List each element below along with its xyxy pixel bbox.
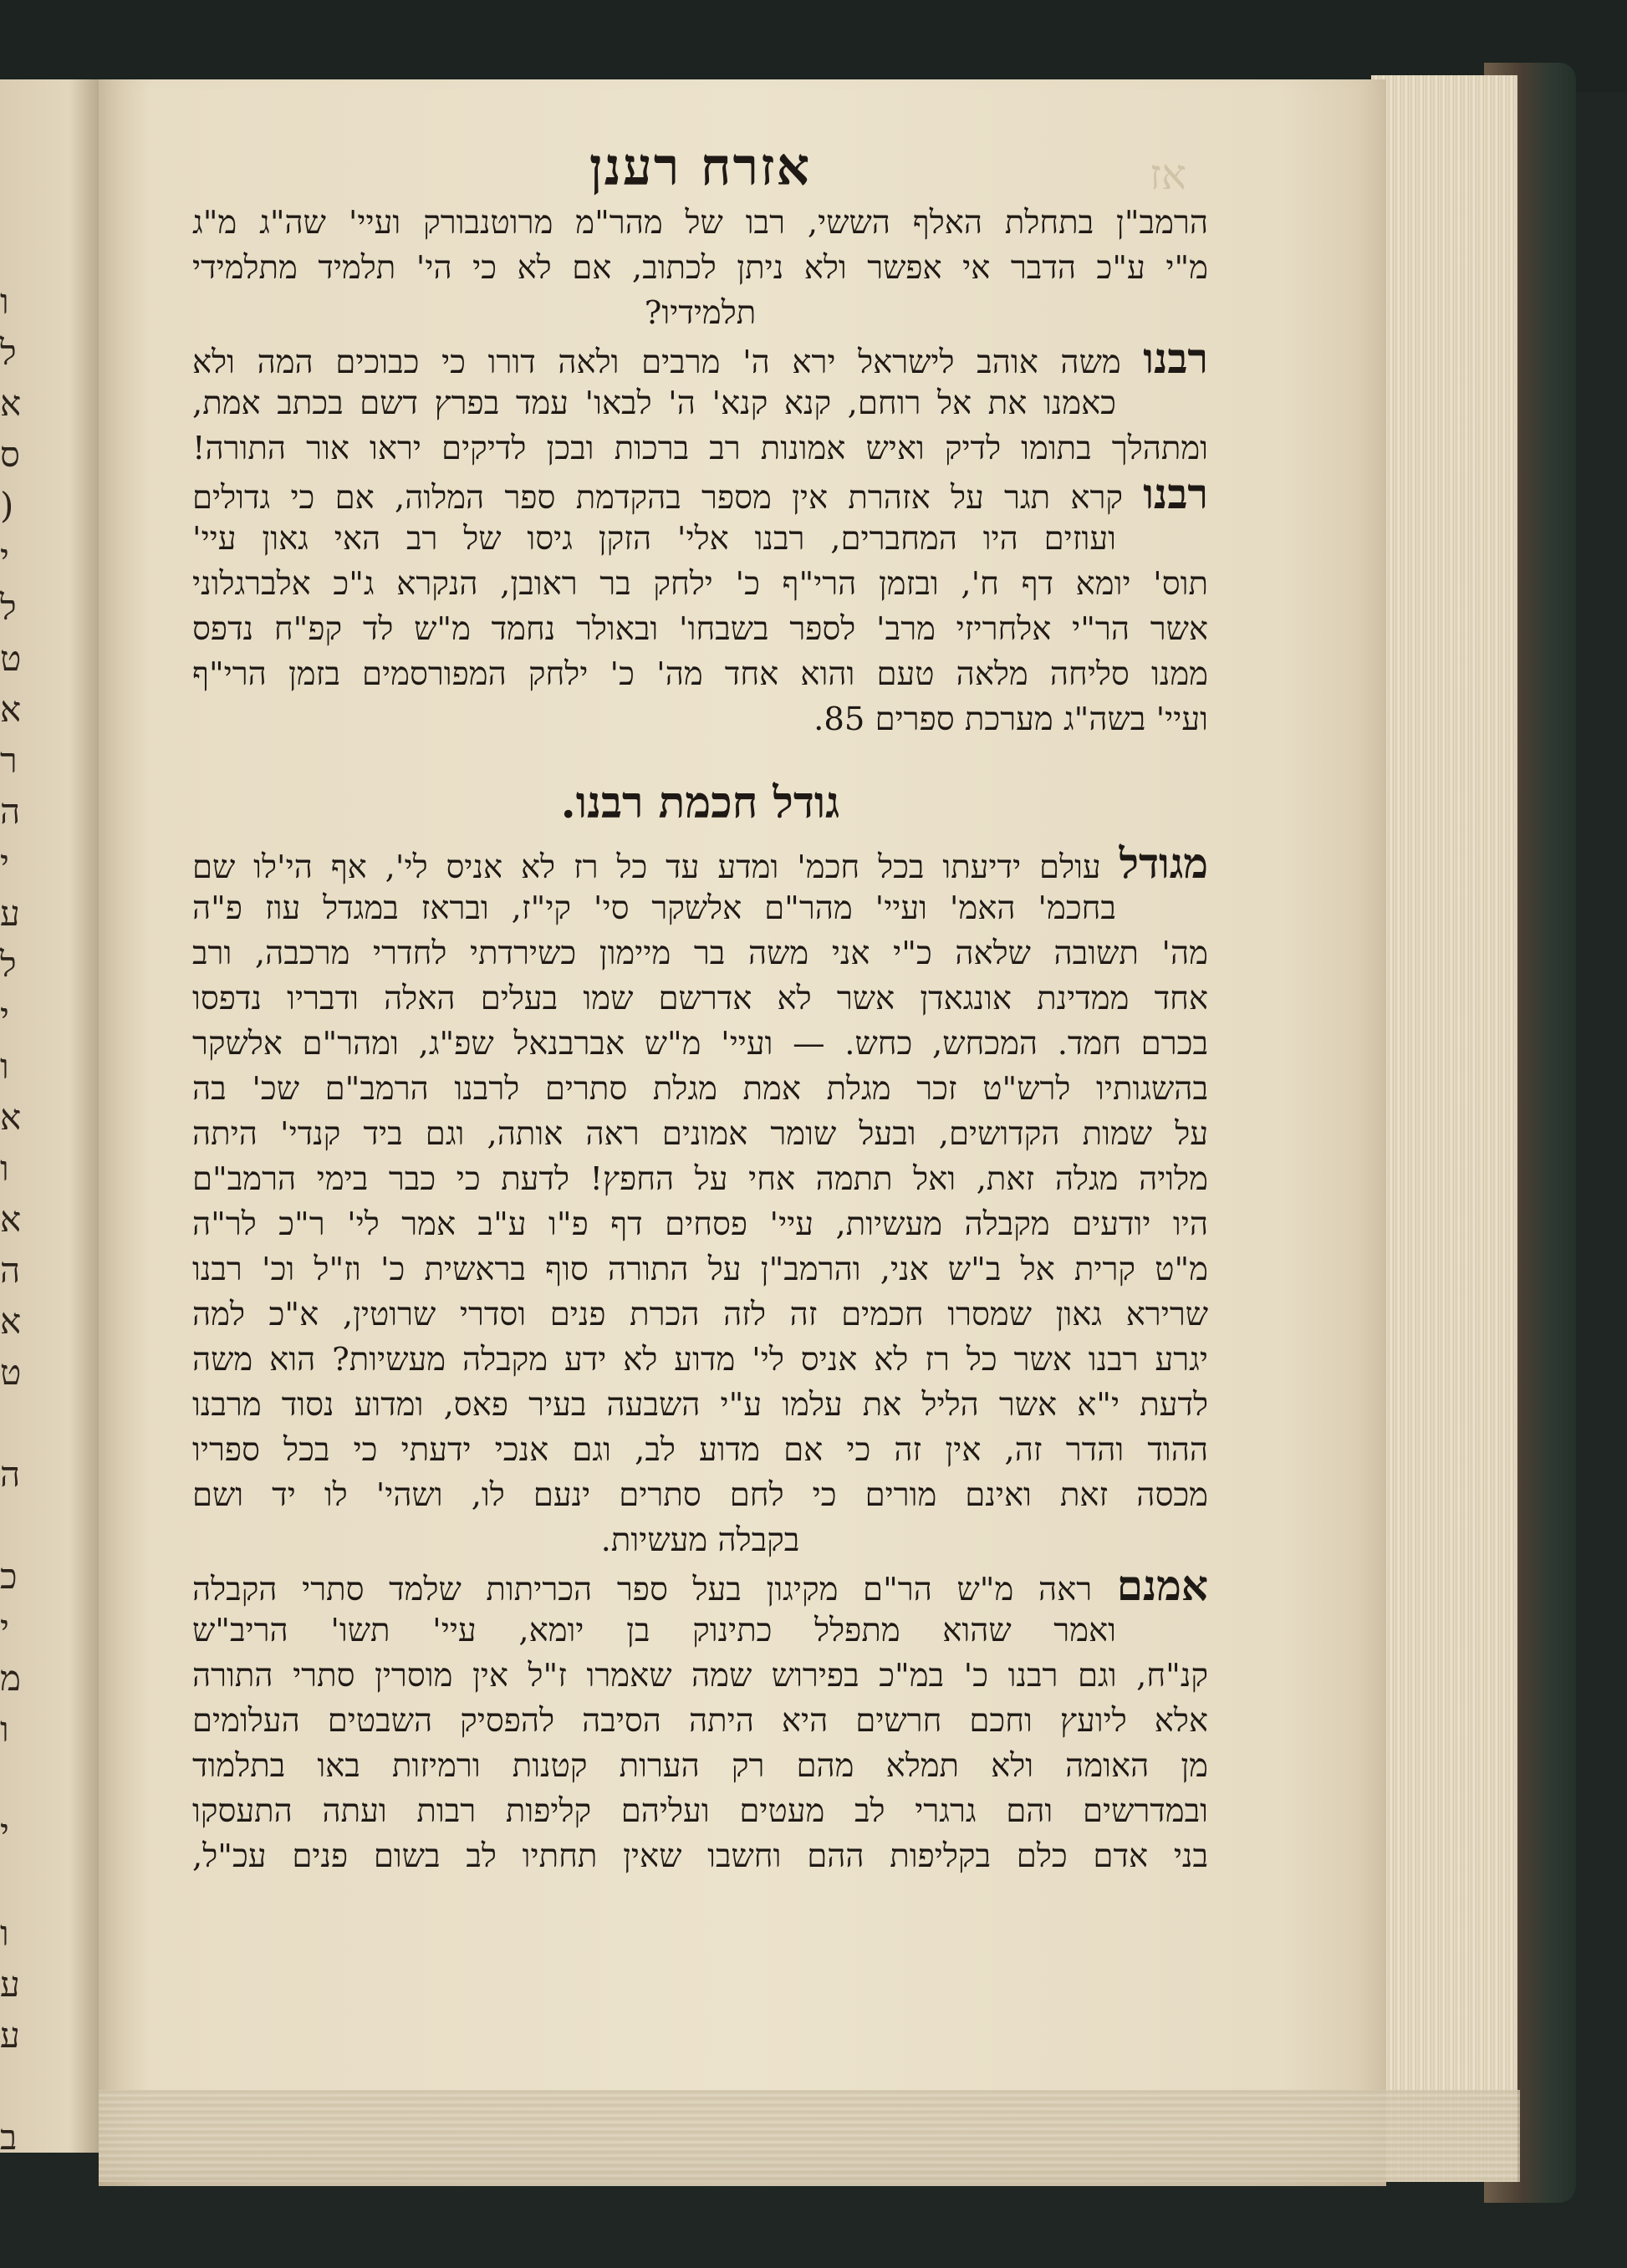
facing-page-letter: ו	[0, 281, 9, 322]
facing-page-letter: ס	[0, 434, 20, 475]
text-line: יגרע רבנו אשר כל רז לא אניס לי' מדוע לא ידע מקבלה מעשיות? הוא משה	[192, 1341, 1208, 1379]
text-line: ועוזים היו המחברים, רבנו אלי' הזקן גיסו של רב האי גאון עיי'	[192, 520, 1116, 558]
running-header: אזרח רענן	[589, 136, 812, 197]
text-line: מכסה זאת ואינם מורים כי לחם סתרים ינעם לו, ושהי' לו יד ושם	[192, 1476, 1208, 1514]
paragraph-4	[192, 841, 1208, 1563]
facing-page-letter: ו	[0, 1046, 9, 1087]
facing-page-letter	[0, 1755, 33, 1806]
text-line: מלויה מגלה זאת, ואל תתמה אחי על החפץ! לדעת כי כבר בימי הרמב"ם	[192, 1160, 1208, 1198]
facing-page-letter: ה	[0, 1454, 21, 1495]
text-line: הרמב"ן בתחלת האלף הששי, רבו של מהר"מ מרוטנבורק ועיי' שה"ג מ"ג	[192, 204, 1208, 242]
facing-page-letter: א	[0, 1301, 22, 1342]
text-line: ובמדרשים והם גרגרי לב מעטים ועליהם קליפות רבות ועתה התעסקו	[192, 1792, 1208, 1830]
facing-page-letter: ו	[0, 1709, 9, 1750]
facing-page-letter	[0, 1500, 33, 1551]
text-line: מן האומה ולא תמלא מהם רק הערות קטנות ורמיזות באו בתלמוד	[192, 1747, 1208, 1785]
text-line: אלא ליועץ וחכם חרשים היא היתה הסיבה להפסיק השבטים העלומים	[192, 1702, 1208, 1740]
text-line: אחד ממדינת אונגאדן אשר לא אדרשם שמו בעלים האלה ודבריו נדפסו	[192, 980, 1208, 1017]
facing-page-letter: ל	[0, 944, 17, 985]
text-line: מה' תשובה שלאה כ"י אני משה בר מיימון כשירדתי לחדרי מרכבה, ורב	[192, 935, 1208, 972]
facing-page-letter: ו	[0, 1148, 9, 1189]
text-line: מ"ט קרית אל ב"ש אני, והרמב"ן על התורה סוף בראשית כ' וז"ל וכ' רבנו	[192, 1251, 1208, 1288]
paragraph-lead-word: רבנו	[1143, 471, 1208, 517]
facing-page-letter: ה	[0, 791, 21, 832]
facing-page-column	[0, 276, 33, 2163]
text-line: קנ"ח, וגם רבנו כ' במ"כ בפירוש שמה שאמרו ז"ל אין מוסרין סתרי התורה	[192, 1657, 1208, 1695]
facing-page-letter: ה	[0, 1250, 21, 1291]
facing-page	[0, 79, 99, 2158]
facing-page-letter: א	[0, 1199, 22, 1240]
facing-page-letter: כ	[0, 1556, 18, 1597]
paragraph-5	[192, 1563, 1208, 1879]
text-line: כאמנו את אל רוחם, קנא קנא' ה' לבאו' עמד בפרץ דשם בכתב אמת,	[192, 385, 1116, 422]
text-line: משה אוהב לישראל ירא ה' מרבים ולאה דורו כי כבוכים המה ולא	[192, 344, 1121, 381]
text-line: עולם ידיעתו בכל חכמ' ומדע עד כל רז לא אניס לי', אף הי'לו שם	[192, 849, 1101, 886]
facing-page-letter	[0, 1398, 33, 1449]
facing-page-letter: ב	[0, 2117, 18, 2158]
text-line: ההוד והדר זה, אין זה כי אם מדוע לב, וגם אנכי ידעתי כי בכל ספריו	[192, 1431, 1208, 1469]
facing-page-letter: ט	[0, 638, 22, 679]
facing-page-letter: ו	[0, 1913, 9, 1954]
text-line: ואמר שהוא מתפלל כתינוק בן יומא, עיי' תשו' הריב"ש	[192, 1612, 1116, 1649]
paragraph-3	[192, 471, 1208, 742]
facing-page-letter	[0, 1857, 33, 1908]
page-text	[192, 134, 1208, 1879]
facing-page-letter: ע	[0, 1964, 20, 2005]
text-line: קרא תגר על אזהרת אין מספר בהקדמת ספר המלוה, אם כי גדולים	[192, 479, 1124, 517]
page-bottom-edges	[99, 2090, 1520, 2182]
facing-page-letter: ל	[0, 587, 17, 628]
text-line: בכרם חמד. המכחש, כחש. — ועיי' מ"ש אברבנאל שפ"ג, ומהר"ם אלשקר	[192, 1025, 1208, 1063]
paragraph-lead-word: רבנו	[1143, 336, 1208, 381]
facing-page-letter: א	[0, 383, 22, 424]
paragraph-1	[192, 201, 1208, 336]
facing-page-letter: א	[0, 689, 22, 730]
paragraph-2	[192, 336, 1208, 471]
text-line: בחכמ' האמ' ועיי' מהר"ם אלשקר סי' קי"ז, ובראז במגדל עוז פ"ה	[192, 889, 1116, 927]
facing-page-letter: י	[0, 995, 10, 1036]
text-line: ועיי' בשה"ג מערכת ספרים 85.	[814, 701, 1208, 738]
facing-page-letter: מ	[0, 1658, 21, 1699]
paragraph-lead-word: אמנם	[1116, 1563, 1208, 1608]
page-edges	[1371, 75, 1517, 2182]
text-line: היו יודעים מקבלה מעשיות, עיי' פסחים דף פ"ו ע"ב אמר לי' ר"כ לר"ה	[192, 1205, 1208, 1243]
facing-page-letter	[0, 2061, 33, 2112]
facing-page-letter: ל	[0, 332, 17, 373]
text-line: בהשגותיו לרש"ט זכר מגלת אמת מגלת סתרים לרבנו הרמב"ם שכ' בה	[192, 1070, 1208, 1108]
paragraph-lead-word: מגודל	[1119, 841, 1208, 886]
facing-page-letter: י	[0, 1811, 10, 1852]
section-heading: גודל חכמת רבנו.	[560, 777, 840, 828]
facing-page-letter: ע	[0, 2015, 20, 2056]
facing-page-letter: א	[0, 1097, 22, 1138]
text-line: שרירא גאון שמסרו חכמים זה לזה הכרת פנים וסדרי שרוטין, א"כ למה	[192, 1296, 1208, 1333]
facing-page-letter: י	[0, 536, 10, 577]
text-line: מ"י ע"כ הדבר אי אפשר ולא ניתן לכתוב, אם לא כי הי' תלמיד מתלמידי	[192, 249, 1208, 287]
facing-page-letter: ט	[0, 1352, 22, 1393]
text-line: ראה מ"ש הר"ם מקיגון בעל ספר הכריתות שלמד סתרי הקבלה	[192, 1571, 1093, 1608]
header-show-through: אז	[1150, 150, 1186, 199]
facing-page-letter: (	[0, 485, 14, 526]
text-line: לדעת י"א אשר הליל את עלמו ע"י השבעה בעיר פאס, ומדוע נסוד מרבנו	[192, 1386, 1208, 1424]
facing-page-letter: ר	[0, 740, 18, 781]
text-line: תוס' יומא דף ח', ובזמן הרי"ף כ' ילחק בר ראובן, הנקרא ג"כ אלברגלוני	[192, 565, 1208, 603]
facing-page-letter: ע	[0, 893, 20, 934]
facing-page-letter: י	[0, 842, 10, 883]
text-line: אשר הר"י אלחריזי מרב' לספר בשבחו' ובאולר נחמד מ"ש לד קפ"ח נדפס	[192, 610, 1208, 648]
text-line: ומתהלך בתומו לדיק ואיש אמונות רב ברכות ובכן לדיקים יראו אור התורה!	[192, 430, 1208, 467]
text-line: תלמידיו?	[644, 294, 757, 332]
text-line: בקבלה מעשיות.	[600, 1521, 800, 1559]
text-line: בני אדם כלם בקליפות ההם וחשבו שאין תחתיו לב בשום פנים עכ"ל,	[192, 1837, 1208, 1875]
text-line: ממנו סליחה מלאה טעם והוא אחד מה' כ' ילחק המפורסמים בזמן הרי"ף	[192, 655, 1208, 693]
text-line: על שמות הקדושים, ובעל שומר אמונים ראה אותה, וגם ביד קנדי' היתה	[192, 1115, 1208, 1153]
facing-page-letter: י	[0, 1607, 10, 1648]
